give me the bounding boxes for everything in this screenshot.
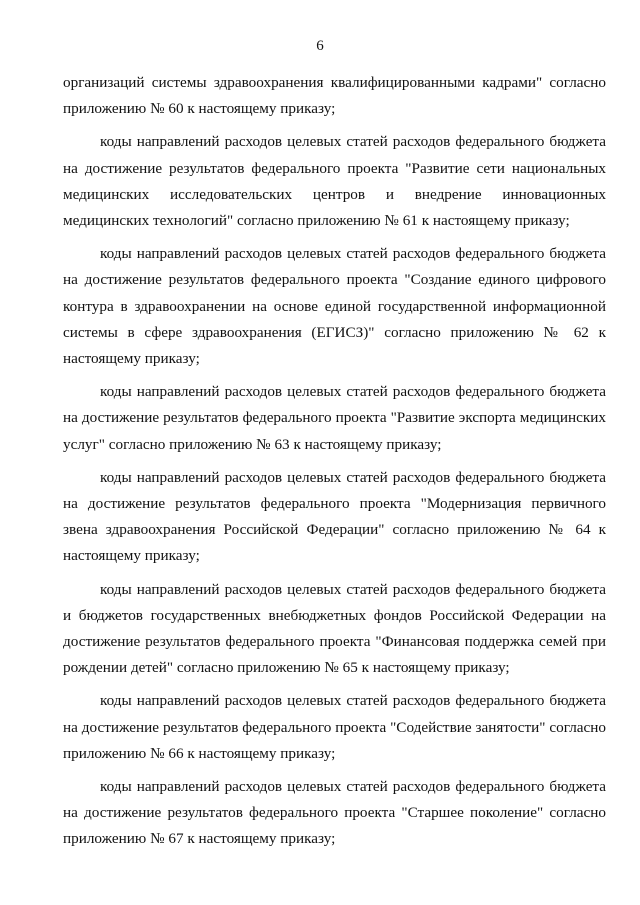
paragraph-7: коды направлений расходов целевых статей расходов федерального бюджета на достижение результатов федерального проекта "Содействие занятости" согласно приложению № 66 к настоящему приказу; <box>63 692 606 762</box>
paragraph-6: коды направлений расходов целевых статей расходов федерального бюджета и бюджетов государственных внебюджетных фондов Российской Федерации на достижение результатов федерального проекта "Финансовая поддержка семей при рождении детей" согласно приложению № 65 к настоящему приказу; <box>63 580 606 677</box>
paragraph-3: коды направлений расходов целевых статей расходов федерального бюджета на достижение результатов федерального проекта "Создание единого цифрового контура в здравоохранении на основе единой государственной информационной системы в сфере здравоохранения (ЕГИСЗ)" согласно приложению № 62 к настоящему приказу; <box>63 245 606 368</box>
paragraph-5: коды направлений расходов целевых статей расходов федерального бюджета на достижение результатов федерального проекта "Модернизация первичного звена здравоохранения Российской Федерации" согласно приложению № 64 к настоящему приказу; <box>63 468 606 565</box>
paragraph-2: коды направлений расходов целевых статей расходов федерального бюджета на достижение результатов федерального проекта "Развитие сети национальных медицинских исследовательских центров и внедрение инновационных медицинских технологий" согласно приложению № 61 к настоящему приказу; <box>63 133 606 230</box>
paragraph-8: коды направлений расходов целевых статей расходов федерального бюджета на достижение результатов федерального проекта "Старшее поколение" согласно приложению № 67 к настоящему приказу; <box>63 778 606 848</box>
paragraph-4: коды направлений расходов целевых статей расходов федерального бюджета на достижение результатов федерального проекта "Развитие экспорта медицинских услуг" согласно приложению № 63 к настоящему приказу; <box>63 383 606 453</box>
paragraph-1: организаций системы здравоохранения квалифицированными кадрами" согласно приложению № 60 к настоящему приказу; <box>63 74 606 118</box>
document-body <box>63 70 606 860</box>
page-number: 6 <box>316 38 324 54</box>
